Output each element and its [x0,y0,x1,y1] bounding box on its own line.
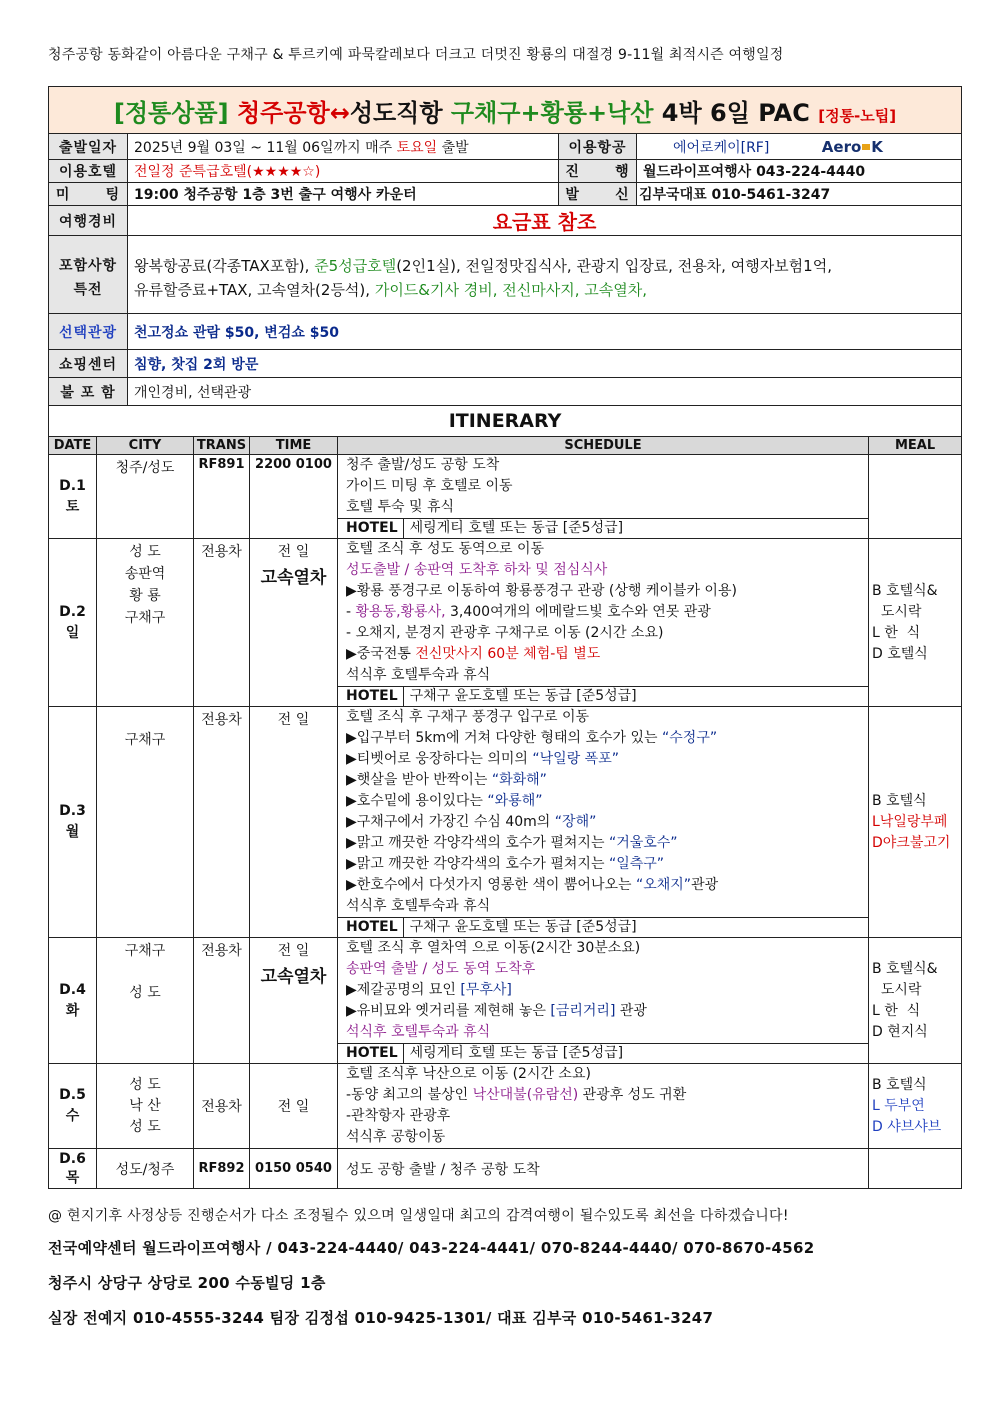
title-duration: 4박 6일 PAC [661,98,810,127]
footer-reservation: 전국예약센터 월드라이프여행사 / 043-224-4440/ 043-224-4441/ 070-8244-4440/ 070-8670-4562 [48,1239,815,1257]
hotel-line: HOTEL 구채구 윤도호텔 또는 동급 [준5성급] [338,686,868,706]
cost-value: 요금표 참조 [128,206,962,236]
day-date: D.1 토 [49,455,97,539]
day-city: 성 도 송판역 황 룡 구채구 [97,539,194,707]
agency-value: 월드라이프여행사 043-224-4440 [637,160,962,183]
itinerary-document [48,86,961,1189]
meeting-value: 19:00 청주공항 1층 3번 출구 여행사 카운터 [128,183,559,206]
day-row-5 [49,1064,962,1149]
footer-note: @ 현지기후 사정상등 진행순서가 다소 조정될수 있으며 일생일대 최고의 감격여행이 될수있도록 최선을 다하겠습니다! [48,1208,789,1224]
shopping-label: 쇼핑센터 [49,350,128,378]
airline-value: 에어로케이[RF] Aero K [637,134,962,160]
footer-contacts: 실장 전예지 010-4555-3244 팀장 김정섭 010-9425-1301/ 대표 김부국 010-5461-3247 [48,1309,714,1327]
include-row [49,244,962,314]
day-date: D.6 목 [49,1149,97,1189]
exclude-row [49,378,962,406]
day-time: 2200 0100 [250,455,338,539]
day-schedule: 호텔 조식 후 열차역 으로 이동(2시간 30분소요) 송판역 출발 / 성도 동역 도착후 ▶제갈공명의 묘인 [무후사] ▶유비묘와 옛거리를 제현해 놓은 [금리거리] 관광 석식후 호텔투숙과 휴식 HOTEL 세링게티 호텔 또는 동급 [준5성급] [338,938,869,1064]
header-meal: MEAL [869,437,962,455]
hotel-line: HOTEL 세링게티 호텔 또는 동급 [준5성급] [338,1043,868,1063]
day-meal: B 호텔식& 도시락 L 한 식 D 호텔식 [869,539,962,707]
day-trans: RF891 [194,455,250,539]
departure-value: 2025년 9월 03일 ~ 11월 06일까지 매주 토요일 출발 [128,134,559,160]
airline-label: 이용항공 [559,134,637,160]
day-meal: B 호텔식& 도시락 L 한 식 D 현지식 [869,938,962,1064]
cost-row [49,206,962,236]
header-date: DATE [49,437,97,455]
day-city: 청주/성도 [97,455,194,539]
header-city: CITY [97,437,194,455]
title-direct: 성도직항 [349,98,443,127]
day-trans: RF892 [194,1149,250,1189]
include-label: 포함사항 특전 [49,244,128,314]
day-meal [869,1149,962,1189]
title-origin: 청주공항↔ [236,98,350,127]
day-schedule: 호텔 조식 후 구채구 풍경구 입구로 이동 ▶입구부터 5km에 거쳐 다양한 형태의 호수가 있는 “수정구” ▶티벳어로 웅장하다는 의미의 “낙일랑 폭포” ▶햇살을 받아 반짝이는 “화화해” ▶호수밑에 용이있다는 “와룡해” ▶구채구에서 가장긴 수심 40m의 “장해” ▶맑고 깨끗한 각양각색의 호수가 펼쳐지는 “거울호수” ▶맑고 깨끗한 각양각색의 호수가 펼쳐지는 “일측구” ▶한호수에서 다섯가지 영롱한 색이 뿜어나오는 “오채지”관광 석식후 호텔투숙과 휴식 HOTEL 구채구 윤도호텔 또는 동급 [준5성급] [338,707,869,938]
top-note: 청주공항 동화같이 아름다운 구채구 & 투르키예 파묵칼레보다 더크고 더멋진 황룡의 대절경 9-11월 최적시즌 여행일정 [48,47,784,63]
footer [48,1205,961,1342]
day-city: 구채구 [97,707,194,938]
itinerary-table [48,405,962,1189]
page-title [49,87,962,134]
day-trans: 전용차 [194,707,250,938]
shopping-row [49,350,962,378]
day-schedule: 호텔 조식 후 성도 동역으로 이동 성도출발 / 송판역 도착후 하차 및 점심식사 ▶황룡 풍경구로 이동하여 황룡풍경구 관광 (상행 케이블카 이용) - 황용동,황룡사, 3,400여개의 에메랄드빛 호수와 연못 관광 - 오채지, 분경지 관광후 구채구로 이동 (2시간 소요) ▶중국전통 전신맛사지 60분 체험-팁 별도 석식후 호텔투숙과 휴식 HOTEL 구채구 윤도호텔 또는 동급 [준5성급] [338,539,869,707]
header-trans: TRANS [194,437,250,455]
day-time: 전 일 [250,1064,338,1149]
cost-label: 여행경비 [49,206,128,236]
meeting-label: 미 팅 [49,183,128,206]
title-destinations: 구채구+황룡+낙산 [450,98,654,127]
day-row-1 [49,455,962,539]
day-meal [869,455,962,539]
agency-label: 진 행 [559,160,637,183]
departure-day: 토요일 [396,139,438,156]
sender-label: 발 신 [559,183,637,206]
day-date: D.4 화 [49,938,97,1064]
aerok-logo: Aero K [821,137,883,156]
hotel-line: HOTEL 구채구 윤도호텔 또는 동급 [준5성급] [338,917,868,937]
hotel-label: 이용호텔 [49,160,128,183]
day-schedule: 호텔 조식후 낙산으로 이동 (2시간 소요) -동양 최고의 불상인 낙산대불(유람선) 관광후 성도 귀환 -관착항자 관광후 석식후 공항이동 [338,1064,869,1149]
spacer-row [49,236,962,244]
day-meal: B 호텔식 L 두부연 D 샤브샤브 [869,1064,962,1149]
itinerary-header-row [49,437,962,455]
itinerary-title: ITINERARY [49,406,962,437]
optional-value: 천고정쇼 관람 $50, 변검쇼 $50 [128,314,962,350]
day-meal: B 호텔식 L낙일랑부페 D야크불고기 [869,707,962,938]
day-time: 0150 0540 [250,1149,338,1189]
footer-address: 청주시 상당구 상당로 200 수동빌딩 1층 [48,1274,326,1292]
day-time: 전 일 고속열차 [250,938,338,1064]
optional-row [49,314,962,350]
optional-label: 선택관광 [49,314,128,350]
day-city: 구채구 성 도 [97,938,194,1064]
info-table [48,86,962,406]
departure-label: 출발일자 [49,134,128,160]
day-row-2 [49,539,962,707]
day-row-3 [49,707,962,938]
day-schedule: 청주 출발/성도 공항 도착 가이드 미팅 후 호텔로 이동 호텔 투숙 및 휴식 HOTEL 세링게티 호텔 또는 동급 [준5성급] [338,455,869,539]
day-row-4 [49,938,962,1064]
day-date: D.5 수 [49,1064,97,1149]
sender-value: 김부국대표 010-5461-3247 [637,183,962,206]
day-time: 전 일 고속열차 [250,539,338,707]
day-time: 전 일 [250,707,338,938]
title-notip: [정통-노팁] [818,106,897,125]
day-city: 성 도 낙 산 성 도 [97,1064,194,1149]
day-date: D.2 일 [49,539,97,707]
day-trans: 전용차 [194,539,250,707]
title-row [49,87,962,134]
departure-row [49,134,962,160]
hotel-line: HOTEL 세링게티 호텔 또는 동급 [준5성급] [338,518,868,538]
day-city: 성도/청주 [97,1149,194,1189]
shopping-value: 침향, 찻집 2회 방문 [128,350,962,378]
title-tag: [정통상품] [113,98,229,127]
hotel-row [49,160,962,183]
hotel-value: 전일정 준특급호텔(★★★★☆) [128,160,559,183]
exclude-label: 불 포 함 [49,378,128,406]
include-value: 왕복항공료(각종TAX포함), 준5성급호텔(2인1실), 전일정맛집식사, 관광지 입장료, 전용차, 여행자보험1억, 유류할증료+TAX, 고속열차(2등석), 가이드&기사 경비, 전신마사지, 고속열차, [128,244,962,314]
day-trans: 전용차 [194,938,250,1064]
day-schedule: 성도 공항 출발 / 청주 공항 도착 [338,1149,869,1189]
day-trans: 전용차 [194,1064,250,1149]
day-row-6 [49,1149,962,1189]
exclude-value: 개인경비, 선택관광 [128,378,962,406]
header-time: TIME [250,437,338,455]
header-schedule: SCHEDULE [338,437,869,455]
day-date: D.3 월 [49,707,97,938]
meeting-row [49,183,962,206]
